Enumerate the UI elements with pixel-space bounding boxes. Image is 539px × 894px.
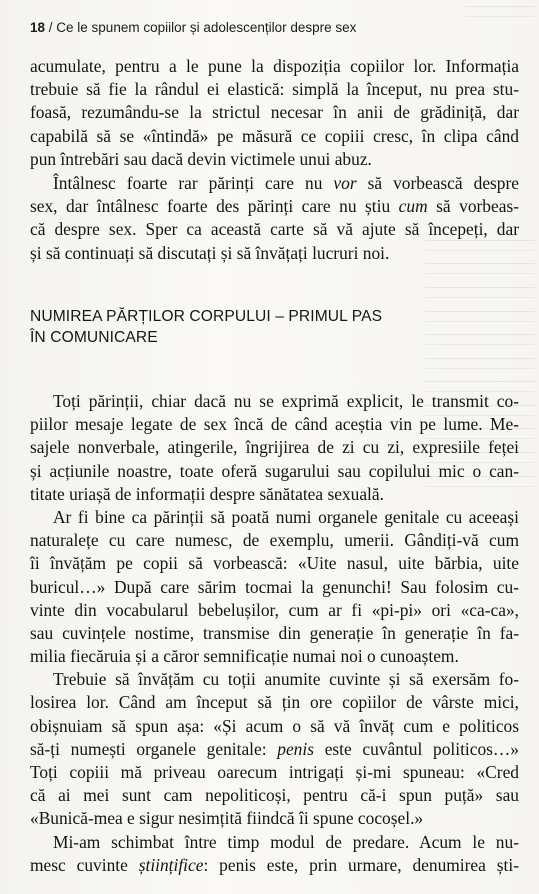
text-line: obișnuiam să spun așa: «Și acum o să vă învăț cum e politicos [30,715,519,736]
text-line: piilor mesaje legate de sex încă de când aceștia vin pe lume. Me- [30,414,519,435]
text-line: Întâlnesc foarte rar părinți care nu vor să vorbească despre [53,173,520,193]
text-line: Toți părinții, chiar dacă nu se exprimă explicit, le transmit co- [53,391,519,411]
text-line: capabilă să se «întindă» pe măsură ce copiii cresc, în clipa când [30,125,519,146]
text-line: buricul…» După care sărim tocmai la genunchi! Sau folosim cu- [30,576,519,597]
text-line: Trebuie să învățăm cu toții anumite cuvinte și să exersăm fo- [53,669,519,690]
emphasized-word: vor [333,173,357,193]
text-line: foasă, rezumându-se la strictul necesar în anii de grădiniță, dar [30,102,519,123]
text-line: titate uriașă de informații despre sănătatea sexuală. [30,483,384,504]
emphasized-word: cum [398,196,428,217]
section-heading [30,306,382,348]
text-line: că despre sex. Sper ca această carte să vă ajute să începeți, dar [30,219,519,240]
paragraph-block-3 [30,390,519,877]
paragraph-block-2 [30,172,519,265]
text-line: trebuie să fie la rândul ei elastică: simplă la început, nu prea stu- [30,79,519,100]
text-line: Ar fi bine ca părinții să poată numi organele genitale cu aceeași [53,506,519,527]
running-head-title: / Ce le spunem copiilor și adolescenților despre sex [45,20,357,35]
page-number: 18 [30,20,46,35]
text-line: sex, dar întâlnesc foarte des părinți care nu știu cum să vorbeas- [30,196,520,217]
text-line: îi învățăm pe copii să vorbească: «Uite nasul, uite bărbia, uite [30,553,519,574]
text-line: că ai mei sunt cam nepoliticoși, pentru că-i spun puță» sau [30,785,519,806]
text-line: «Bunică-mea e sigur nesimțită fiindcă îi spune cocoșel.» [30,808,424,829]
section-heading-line: NUMIREA PĂRȚILOR CORPULUI – PRIMUL PAS [30,308,383,325]
text-line: Toți copiii mă priveau oarecum intrigați și-mi spuneau: «Cred [30,762,519,782]
emphasized-word: științifice [138,854,204,875]
text-line: mesc cuvinte științifice: penis este, prin urmare, denumirea ști- [30,854,519,875]
text-line: sau cuvințele nostime, transmise din generație în generație în fa- [30,622,519,643]
text-line: și să continuați să discutați și să învățați lucruri noi. [30,242,390,263]
text-line: losirea lor. Când am început să țin ore copiilor de vârste mici, [30,692,519,713]
running-head [30,20,356,35]
text-line: Mi-am schimbat între timp modul de predare. Acum le nu- [53,831,519,852]
text-line: acumulate, pentru a le pune la dispoziția copiilor lor. Informația [30,56,519,76]
text-line: milia fiecăruia și a căror semnificație numai noi o cunoaștem. [30,646,459,667]
section-heading-line: ÎN COMUNICARE [30,329,158,346]
text-line: naturalețe cu care numesc, de exemplu, umerii. Gândiți-vă cum [30,530,519,551]
text-line: vinte din vocabularul bebelușilor, cum ar fi «pi-pi» ori «ca-ca», [30,599,519,620]
text-line: și acțiunile noastre, toate oferă sugarului sau copilului mic o can- [30,460,519,481]
text-line: să-ți numești organele genitale: penis este cuvântul politicos…» [30,738,520,759]
paragraph-block-1 [30,55,519,171]
emphasized-word: penis [277,738,314,759]
text-line: sajele nonverbale, atingerile, îngrijirea de zi cu zi, expresiile feței [30,437,519,458]
text-line: pun întrebări sau dacă devin victimele unui abuz. [30,148,372,169]
